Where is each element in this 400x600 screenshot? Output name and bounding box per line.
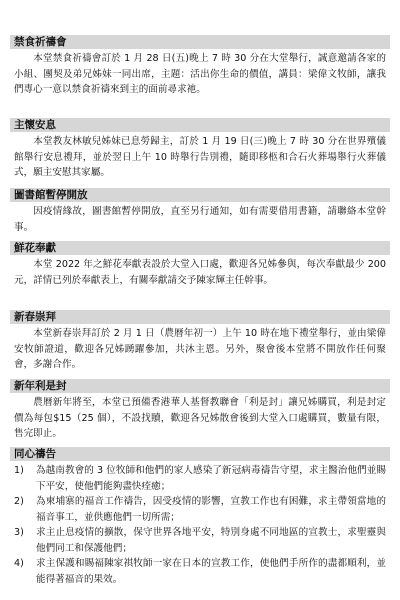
section-body: 本堂教友林敏兒姊妹已息勞歸主，訂於 1 月 19 日(三)晚上 7 時 30 分在世界殯儀館舉行安息禮拜，並於翌日上午 10 時舉行告別禮，隨即移柩和合石火葬場舉行火葬儀式，願主安慰其家屬。 (14, 136, 386, 178)
list-item-number: 1) (14, 465, 24, 476)
list-item-text: 求主止息疫情的擴散，保守世界各地平安，特別身處不同地區的宣教士，求聖靈與他們同工和保護他們； (36, 527, 386, 554)
section-body: 本堂新春崇拜訂於 2 月 1 日（農曆年初一）上午 10 時在地下禮堂舉行，並由梁偉安牧師證道，歡迎各兄姊踴躍參加，共沐主恩。另外，聚會後本堂將不開放作任何聚會，多謝合作。 (14, 328, 386, 370)
section-heading: 主懷安息 (10, 118, 390, 132)
section-heading: 新年利是封 (10, 379, 390, 393)
section-heading: 鮮花奉獻 (10, 241, 390, 255)
section-new-year-worship (10, 310, 390, 373)
section-fasting-prayer (10, 35, 390, 98)
list-item-text: 求主保護和賜福陳家祺牧師一家在日本的宣教工作，使他們手所作的盡都順利，並能得著福音的果效。 (36, 558, 386, 585)
list-item-text: 為越南教會的 3 位牧師和他們的家人感染了新冠病毒禱告守望，求主醫治他們並賜下平安，使他們能夠盡快痊癒； (36, 465, 386, 492)
section-rest-in-peace (10, 118, 390, 181)
section-body: 本堂 2022 年之鮮花奉獻表設於大堂入口處，歡迎各兄姊參與，每次奉獻最少 200 元，詳情已列於奉獻表上，有關奉獻請交予陳家輝主任幹事。 (14, 259, 386, 286)
section-body: 本堂禁食祈禱會訂於 1 月 28 日(五)晚上 7 時 30 分在大堂舉行，誠意邀請各家的小組、團契及弟兄姊妹一同出席，主題：活出你生命的價值，講員：梁偉文牧師，讓我們專心一意以禁食祈禱來到主的面前尋求祂。 (14, 53, 386, 95)
list-item (10, 525, 386, 556)
list-item-number: 2) (14, 496, 24, 507)
list-item-number: 4) (14, 558, 24, 569)
section-heading: 禁食祈禱會 (10, 35, 390, 49)
section-body: 農曆新年將至，本堂已預備香港華人基督教聯會「利是封」讓兄姊購買，利是封定價為每包$15（25 個），不設找贖，歡迎各兄姊散會後到大堂入口處購買，數量有限，售完即止。 (14, 397, 386, 439)
section-heading: 同心禱告 (10, 447, 390, 461)
list-item (10, 556, 386, 587)
section-library-closed (10, 188, 390, 235)
prayer-list (10, 461, 390, 587)
section-heading: 圖書館暫停開放 (10, 188, 390, 202)
section-body: 因疫情緣故，圖書館暫停開放，直至另行通知，如有需要借用書籍，請聯絡本堂幹事。 (14, 206, 386, 233)
section-red-packets (10, 379, 390, 442)
list-item (10, 463, 386, 494)
list-item (10, 494, 386, 525)
list-item-text: 為柬埔寨的福音工作禱告，因受疫情的影響，宣教工作也有困難，求主帶領當地的福音事工，並供應他們一切所需； (36, 496, 386, 523)
section-flower-offering (10, 241, 390, 288)
list-item-number: 3) (14, 527, 24, 538)
section-prayer-requests (10, 447, 390, 587)
section-heading: 新春崇拜 (10, 310, 390, 324)
